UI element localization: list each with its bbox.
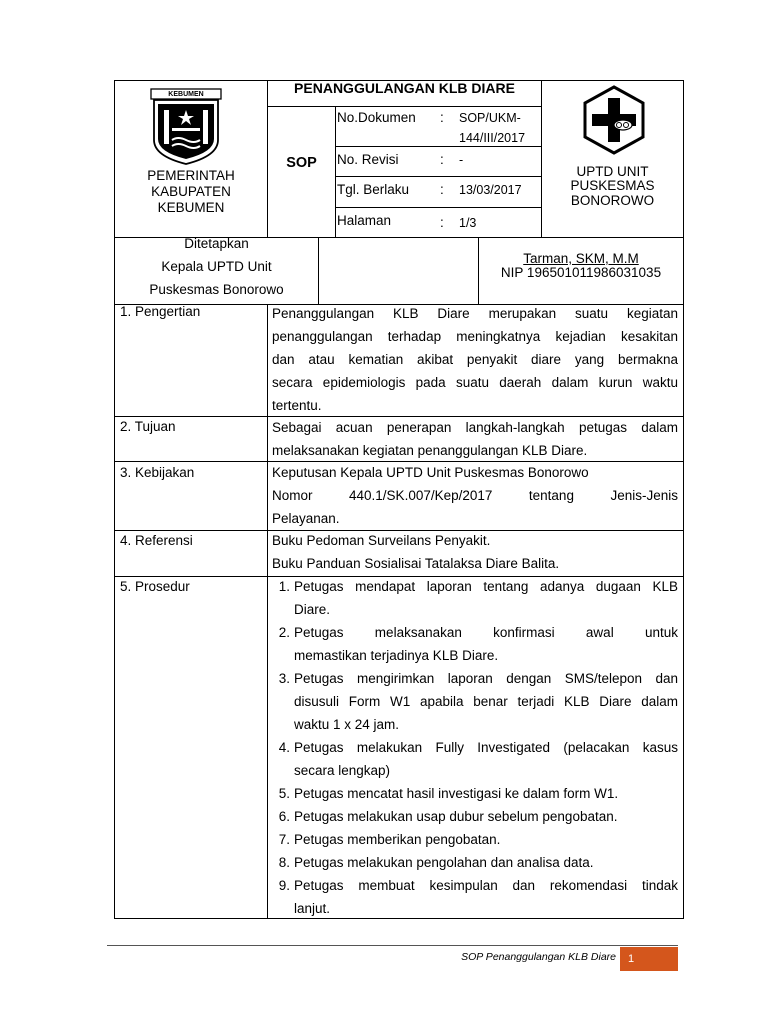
right-org-line-1: UPTD UNIT [576,164,649,179]
tujuan-text [272,416,678,462]
tujuan-line: melaksanakan kegiatan penanggulangan KLB Diare. [272,443,588,458]
approval-puskesmas: Puskesmas Bonorowo [149,282,284,297]
field-sep-no-dokumen: : [440,110,444,125]
kebijakan-line: Nomor 440.1/SK.007/Kep/2017 tentang Jenis-Jenis [272,488,678,503]
section-label-prosedur: 5. Prosedur [120,579,190,594]
prosedur-step-cont: Diare. [294,602,331,617]
prosedur-step: 4. Petugas melakukan Fully Investigated (pelacakan kasus [278,740,678,755]
prosedur-step-cont: waktu 1 x 24 jam. [294,717,400,732]
referensi-text [272,529,678,575]
footer-text: SOP Penanggulangan KLB Diare [461,951,616,963]
prosedur-step: 6. Petugas melakukan usap dubur sebelum pengobatan. [278,809,618,824]
section-label-referensi: 4. Referensi [120,533,193,548]
footer-rule [107,945,678,946]
prosedur-step: 2. Petugas melaksanakan konfirmasi awal untuk [278,625,678,640]
sop-label: SOP [286,155,317,171]
prosedur-step-cont: memastikan terjadinya KLB Diare. [294,648,499,663]
field-value-tgl-berlaku: 13/03/2017 [459,183,522,197]
page-number-badge [620,947,678,971]
field-sep-halaman: : [440,215,444,230]
logo-banner-text: KEBUMEN [168,91,204,98]
prosedur-list [270,575,678,920]
field-label-no-revisi: No. Revisi [337,152,399,167]
prosedur-step: 9. Petugas membuat kesimpulan dan rekomendasi tindak [278,878,678,893]
referensi-line: Buku Panduan Sosialisai Tatalaksa Diare Balita. [272,556,560,571]
field-value-no-dokumen-2: 144/III/2017 [459,131,526,145]
prosedur-step: 3. Petugas mengirimkan laporan dengan SMS/telepon dan [278,671,678,686]
kebumen-logo [148,88,224,166]
approval-kepala: Kepala UPTD Unit [161,259,272,274]
left-org-line-1: PEMERINTAH [147,168,235,183]
prosedur-step-cont: lanjut. [294,901,331,916]
pengertian-line: penanggulangan terhadap meningkatnya kejadian kesakitan [272,329,678,344]
approver-name: Tarman, SKM, M.M [523,251,639,266]
field-sep-tgl-berlaku: : [440,182,444,197]
kebijakan-text [272,461,678,530]
field-label-no-dokumen: No.Dokumen [337,110,416,125]
prosedur-step: 1. Petugas mendapat laporan tentang adanya dugaan KLB [278,579,678,594]
section-label-pengertian: 1. Pengertian [120,304,201,319]
document-title: PENANGGULANGAN KLB DIARE [294,80,515,96]
approver-nip: NIP 196501011986031035 [500,265,662,280]
field-value-no-dokumen: SOP/UKM- [459,111,521,125]
pengertian-text [272,302,678,417]
right-org-line-3: BONOROWO [570,193,655,208]
pengertian-line: secara epidemiologis pada suatu daerah dalam kurun waktu [272,375,678,390]
field-label-halaman: Halaman [337,213,392,228]
section-label-tujuan: 2. Tujuan [120,419,176,434]
page-number: 1 [628,953,635,965]
prosedur-step: 8. Petugas melakukan pengolahan dan analisa data. [278,855,594,870]
left-org-line-2: KABUPATEN [151,184,231,199]
field-sep-no-revisi: : [440,152,444,167]
left-org-line-3: KEBUMEN [157,200,225,215]
tujuan-line: Sebagai acuan penerapan langkah-langkah petugas dalam [272,420,678,435]
referensi-line: Buku Pedoman Surveilans Penyakit. [272,533,491,548]
section-label-kebijakan: 3. Kebijakan [120,465,195,480]
kebijakan-line: Pelayanan. [272,511,340,526]
field-value-no-revisi: - [459,153,464,167]
kebijakan-line: Keputusan Kepala UPTD Unit Puskesmas Bonorowo [272,465,589,480]
pengertian-line: tertentu. [272,398,322,413]
puskesmas-logo [579,85,649,155]
prosedur-step: 5. Petugas mencatat hasil investigasi ke dalam form W1. [278,786,619,801]
pengertian-line: dan atau kematian akibat penyakit diare yang bermakna [272,352,678,367]
field-label-tgl-berlaku: Tgl. Berlaku [337,182,410,197]
approval-ditetapkan: Ditetapkan [184,236,249,251]
prosedur-step-cont: secara lengkap) [294,763,391,778]
prosedur-step-cont: disusuli Form W1 apabila benar terjadi KLB Diare dalam [294,694,678,709]
right-org-line-2: PUSKESMAS [570,178,655,193]
pengertian-line: Penanggulangan KLB Diare merupakan suatu kegiatan [272,306,678,321]
field-value-halaman: 1/3 [459,216,477,230]
prosedur-step: 7. Petugas memberikan pengobatan. [278,832,501,847]
